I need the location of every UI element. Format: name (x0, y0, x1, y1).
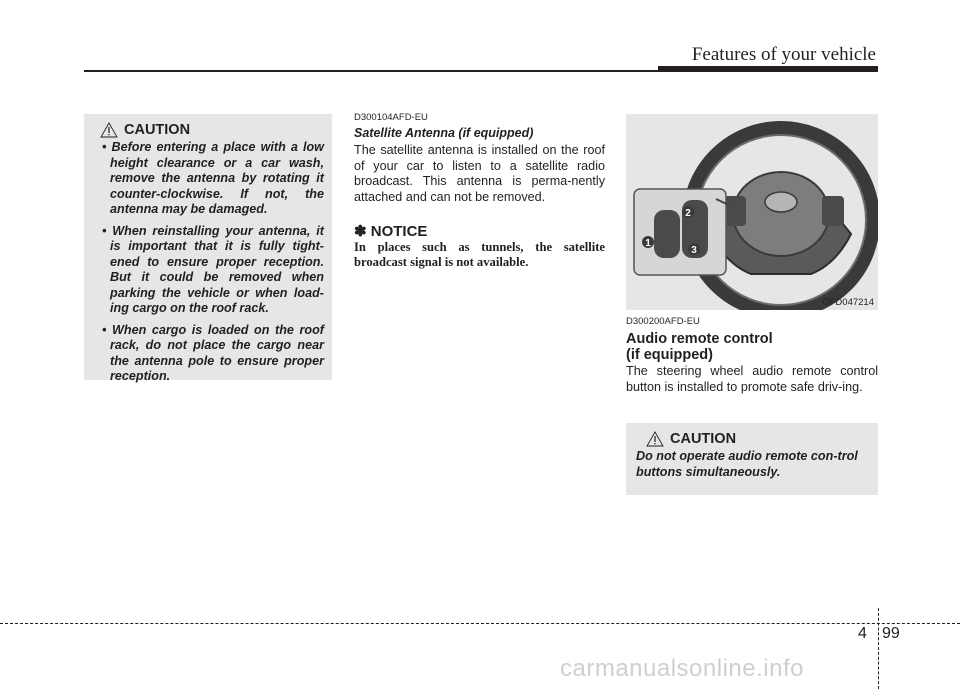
audio-body: The steering wheel audio remote control button is installed to promote safe driv-ing. (626, 364, 878, 394)
svg-text:2: 2 (685, 208, 691, 219)
footer-rule (0, 623, 960, 624)
header-rule-accent (658, 66, 878, 72)
section-code-audio: D300200AFD-EU (626, 316, 700, 327)
caution-text: Do not operate audio remote con-trol buttons simultaneously. (636, 449, 858, 479)
chapter-number: 4 (858, 625, 867, 642)
figure-code: OFD047214 (822, 297, 874, 308)
caution-item: • Before entering a place with a low height clearance or a car wash, remove the antenna by rotating it counter-clockwise. If not, the antenna may be damaged. (102, 140, 324, 216)
svg-text:3: 3 (691, 245, 697, 256)
notice-body: In places such as tunnels, the satellite broadcast signal is not available. (354, 240, 605, 269)
caution-heading-text: CAUTION (670, 431, 737, 447)
warning-triangle-icon (646, 431, 664, 447)
svg-text:1: 1 (645, 238, 651, 249)
warning-triangle-icon (100, 122, 118, 138)
footer-divider (878, 608, 879, 689)
satellite-heading: Satellite Antenna (if equipped) (354, 126, 534, 140)
page-number: 99 (882, 625, 900, 642)
section-code-satellite: D300104AFD-EU (354, 112, 428, 123)
caution-heading-text: CAUTION (124, 122, 191, 138)
caution-box-audio (626, 423, 878, 495)
notice-heading: ✽ NOTICE (354, 223, 428, 240)
watermark: carmanualsonline.info (560, 655, 804, 682)
caution-box-antenna (84, 114, 332, 383)
caution-list (96, 140, 324, 385)
steering-wheel-illustration (626, 114, 878, 310)
audio-heading (626, 331, 773, 363)
page-header-title: Features of your vehicle (691, 44, 876, 65)
audio-heading-line2: (if equipped) (626, 347, 713, 363)
caution-heading (646, 431, 870, 447)
caution-heading (100, 122, 324, 138)
caution-item: • When reinstalling your antenna, it is important that it is fully tight-ened to ensure proper reception. But it could be removed when parking the vehicle or when load-ing cargo on the roof rack. (102, 223, 324, 315)
caution-item: • When cargo is loaded on the roof rack, do not place the cargo near the antenna pole to ensure proper reception. (102, 322, 324, 383)
audio-heading-line1: Audio remote control (626, 331, 773, 347)
satellite-body: The satellite antenna is installed on the roof of your car to listen to a satellite radio broadcast. This antenna is perma-nently attached and can not be removed. (354, 143, 605, 205)
steering-wheel-figure (626, 114, 878, 310)
